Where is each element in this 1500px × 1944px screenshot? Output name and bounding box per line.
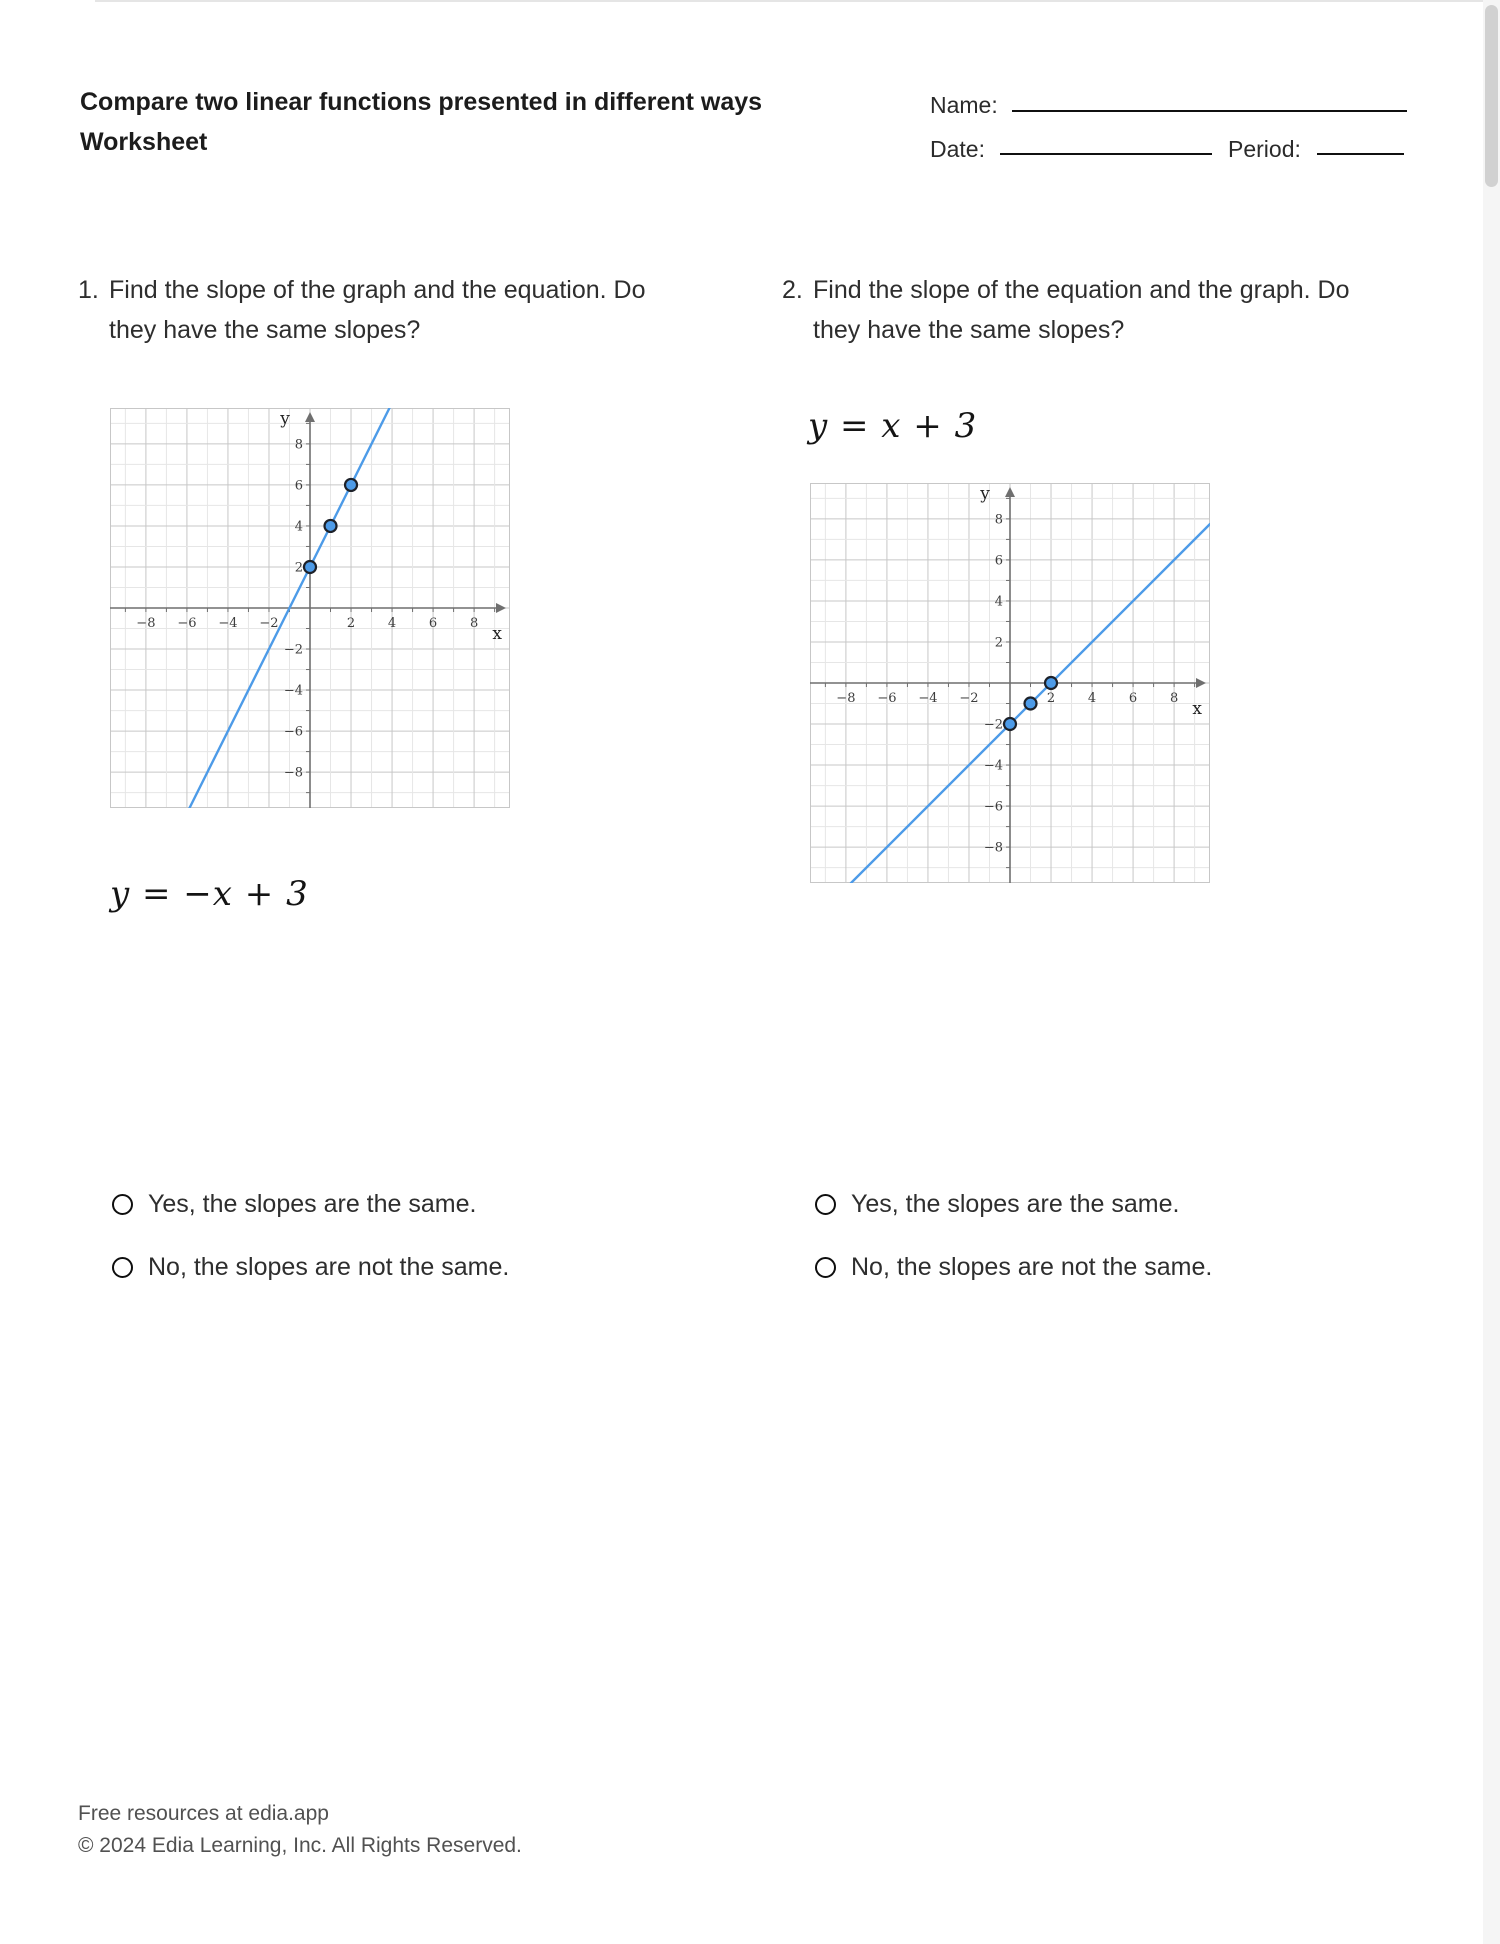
date-blank-line: [1000, 153, 1212, 155]
period-blank-line: [1317, 153, 1404, 155]
question-1-prompt: [109, 270, 646, 350]
option-label: No, the slopes are not the same.: [851, 1253, 1213, 1281]
question-2-option-no[interactable]: [815, 1253, 1212, 1282]
svg-text:−6: −6: [877, 691, 897, 706]
svg-text:−6: −6: [283, 724, 303, 740]
option-label: Yes, the slopes are the same.: [148, 1190, 477, 1218]
question-2-prompt-line-2: they have the same slopes?: [813, 316, 1125, 344]
svg-text:−8: −8: [983, 840, 1003, 856]
scrollbar-thumb[interactable]: [1485, 5, 1498, 187]
radio-button-icon[interactable]: [815, 1257, 836, 1278]
svg-text:4: 4: [1087, 691, 1097, 706]
svg-text:8: 8: [469, 616, 479, 631]
question-1-graph: [110, 408, 510, 808]
svg-text:−8: −8: [136, 616, 156, 631]
svg-text:x: x: [492, 624, 502, 644]
question-1-option-yes[interactable]: [112, 1190, 509, 1219]
question-1-number: 1.: [78, 276, 99, 304]
svg-text:4: 4: [387, 616, 397, 631]
scrollbar-track[interactable]: [1483, 0, 1500, 1944]
svg-text:−6: −6: [177, 616, 197, 631]
svg-text:−2: −2: [983, 717, 1003, 733]
question-2-option-yes[interactable]: [815, 1190, 1212, 1219]
svg-text:−2: −2: [259, 616, 279, 631]
question-2-equation: y = x + 3: [808, 406, 978, 446]
period-label: Period:: [1228, 136, 1301, 162]
svg-text:8: 8: [994, 512, 1003, 528]
date-label: Date:: [930, 136, 985, 162]
question-2-prompt-line-1: Find the slope of the equation and the graph. Do: [813, 276, 1350, 304]
question-1-prompt-line-2: they have the same slopes?: [109, 316, 421, 344]
svg-text:−6: −6: [983, 799, 1003, 815]
svg-text:y: y: [980, 484, 990, 504]
name-blank-line: [1012, 110, 1407, 112]
question-1-options: [112, 1190, 509, 1282]
question-2-options: [815, 1190, 1212, 1282]
question-2-graph: [810, 483, 1210, 883]
svg-text:8: 8: [1169, 691, 1179, 706]
svg-text:6: 6: [1128, 691, 1138, 706]
title-line-2: Worksheet: [80, 128, 208, 156]
svg-text:6: 6: [428, 616, 438, 631]
svg-text:−4: −4: [218, 616, 238, 631]
svg-text:2: 2: [994, 635, 1003, 651]
question-2-prompt: [813, 270, 1350, 350]
option-label: No, the slopes are not the same.: [148, 1253, 510, 1281]
svg-text:−2: −2: [959, 691, 979, 706]
svg-text:4: 4: [994, 594, 1003, 610]
page-top-border: [95, 0, 1483, 2]
svg-text:2: 2: [1046, 691, 1056, 706]
svg-text:−8: −8: [283, 765, 303, 781]
svg-text:8: 8: [294, 437, 303, 453]
radio-button-icon[interactable]: [112, 1194, 133, 1215]
svg-text:6: 6: [994, 553, 1003, 569]
footer-resources-text: Free resources at edia.app: [78, 1802, 329, 1825]
svg-text:4: 4: [294, 519, 303, 535]
page-footer: [78, 1798, 522, 1862]
question-1-prompt-line-1: Find the slope of the graph and the equation. Do: [109, 276, 646, 304]
title-line-1: Compare two linear functions presented in different ways: [80, 88, 763, 116]
question-1: [78, 270, 698, 350]
svg-text:2: 2: [346, 616, 356, 631]
svg-text:y: y: [280, 409, 290, 429]
svg-text:−4: −4: [983, 758, 1003, 774]
svg-text:6: 6: [294, 478, 303, 494]
svg-text:−4: −4: [918, 691, 938, 706]
svg-text:2: 2: [294, 560, 303, 576]
question-1-option-no[interactable]: [112, 1253, 509, 1282]
name-label: Name:: [930, 92, 998, 118]
question-2-number: 2.: [782, 276, 803, 304]
worksheet-title: [80, 82, 762, 162]
question-1-equation: y = −x + 3: [110, 874, 309, 914]
svg-text:−8: −8: [836, 691, 856, 706]
footer-copyright: © 2024 Edia Learning, Inc. All Rights Reserved.: [78, 1834, 522, 1857]
option-label: Yes, the slopes are the same.: [851, 1190, 1180, 1218]
svg-text:−4: −4: [283, 683, 303, 699]
radio-button-icon[interactable]: [815, 1194, 836, 1215]
svg-text:−2: −2: [283, 642, 303, 658]
radio-button-icon[interactable]: [112, 1257, 133, 1278]
question-2: [782, 270, 1402, 350]
svg-text:x: x: [1192, 699, 1202, 719]
